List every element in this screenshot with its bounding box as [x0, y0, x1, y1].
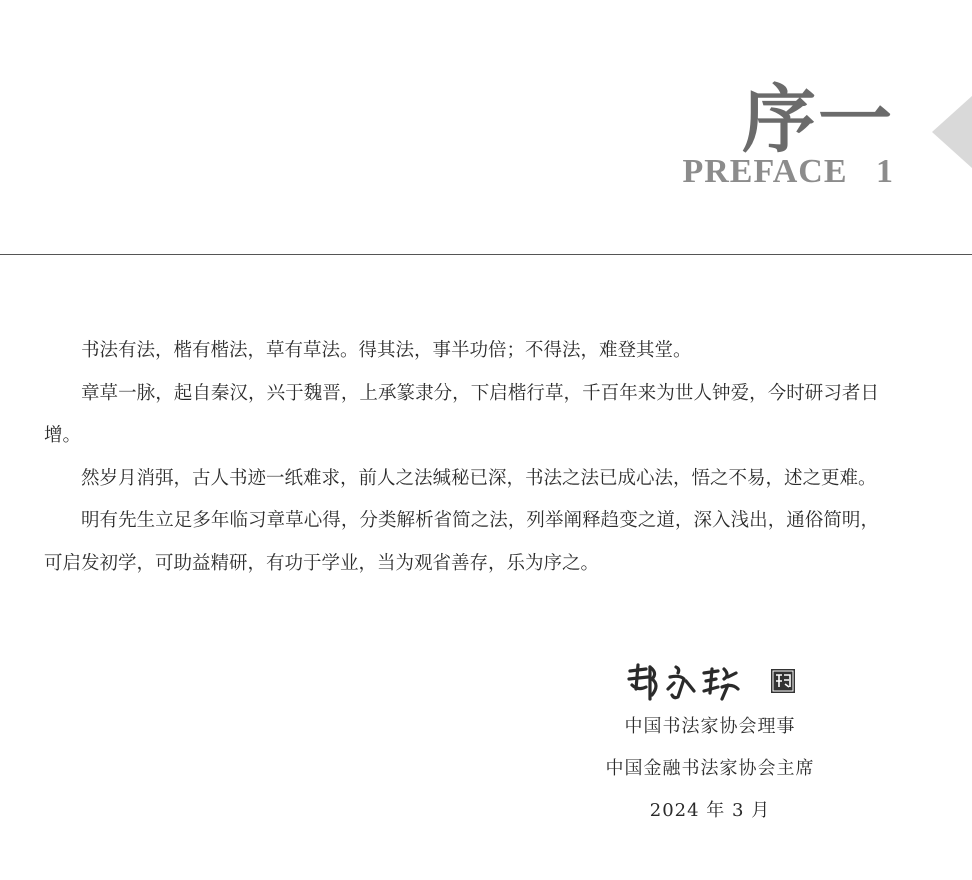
signature-block	[560, 656, 860, 832]
signer-title-2: 中国金融书法家协会主席	[605, 758, 815, 779]
signer-title-1: 中国书法家协会理事	[624, 716, 796, 737]
handwritten-signature	[560, 656, 860, 706]
corner-triangle-decoration	[932, 96, 972, 168]
paragraph: 章草一脉，起自秦汉，兴于魏晋，上承篆隶分，下启楷行草，千百年来为世人钟爱，今时研习者日增。	[44, 382, 879, 446]
paragraph: 明有先生立足多年临习章草心得，分类解析省简之法，列举阐释趋变之道，深入浅出，通俗简明，可启发初学，可助益精研，有功于学业，当为观省善存，乐为序之。	[44, 510, 879, 574]
paragraph: 然岁月消弭，古人书迹一纸难求，前人之法缄秘已深，书法之法已成心法，悟之不易，述之更难。	[81, 467, 877, 489]
preface-body	[44, 330, 879, 585]
page-title-en: PREFACE 1	[682, 153, 894, 190]
seal-stamp	[770, 668, 796, 694]
paragraph: 书法有法，楷有楷法，草有草法。得其法，事半功倍；不得法，难登其堂。	[81, 340, 692, 361]
page-title-cn: 序一	[742, 77, 894, 163]
header-divider	[0, 254, 972, 255]
signature-date: 2024 年 3 月	[649, 800, 771, 821]
signature-image	[624, 659, 764, 703]
